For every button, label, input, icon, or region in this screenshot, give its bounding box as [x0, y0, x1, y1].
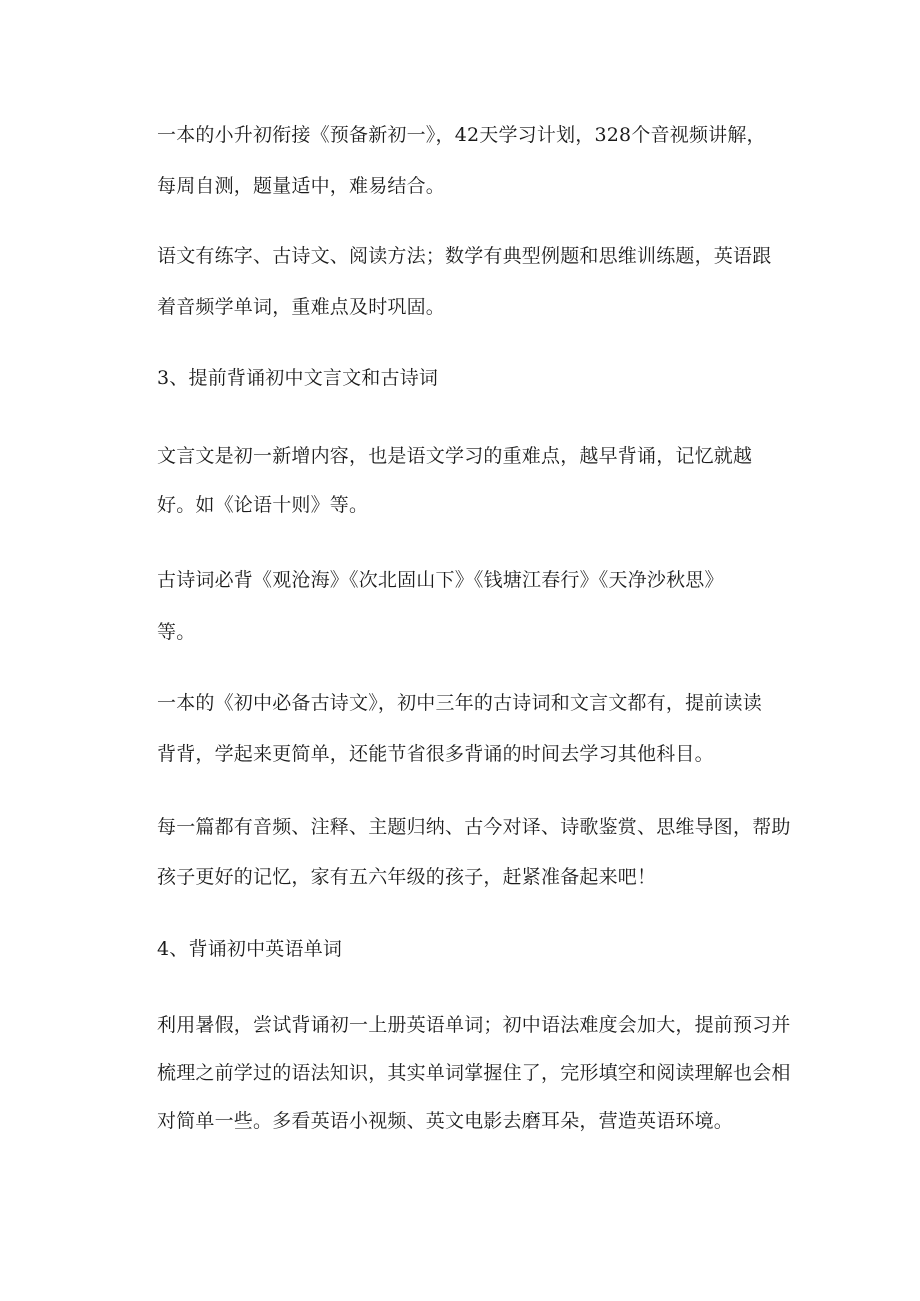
paragraph-1-line-2: 每周自测，题量适中，难易结合。: [157, 175, 446, 197]
paragraph-6-line-1: 每一篇都有音频、注释、主题归纳、古今对译、诗歌鉴赏、思维导图，帮助: [157, 816, 791, 838]
paragraph-4-line-1: 古诗词必背《观沧海》《次北固山下》《钱塘江春行》《天净沙秋思》: [157, 569, 724, 591]
paragraph-3-line-2: 好。如《论语十则》等。: [157, 494, 369, 516]
paragraph-1-line-1: 一本的小升初衔接《预备新初一》，42天学习计划，328个音视频讲解，: [157, 124, 766, 146]
paragraph-7-line-1: 利用暑假，尝试背诵初一上册英语单词；初中语法难度会加大，提前预习并: [157, 1014, 791, 1036]
paragraph-6-line-2: 孩子更好的记忆，家有五六年级的孩子，赶紧准备起来吧！: [157, 866, 657, 888]
paragraph-7-line-3: 对简单一些。多看英语小视频、英文电影去磨耳朵，营造英语环境。: [157, 1110, 734, 1132]
section-heading-3: 3、提前背诵初中文言文和古诗词: [157, 367, 439, 389]
paragraph-2-line-2: 着音频学单词，重难点及时巩固。: [157, 296, 446, 318]
section-heading-4: 4、背诵初中英语单词: [157, 938, 343, 960]
paragraph-7-line-2: 梳理之前学过的语法知识，其实单词掌握住了，完形填空和阅读理解也会相: [157, 1062, 791, 1084]
paragraph-4-line-2: 等。: [157, 621, 196, 643]
paragraph-2-line-1: 语文有练字、古诗文、阅读方法；数学有典型例题和思维训练题，英语跟: [157, 245, 772, 267]
paragraph-3-line-1: 文言文是初一新增内容，也是语文学习的重难点，越早背诵，记忆就越: [157, 445, 753, 467]
paragraph-5-line-1: 一本的《初中必备古诗文》，初中三年的古诗词和文言文都有，提前读读: [157, 692, 762, 714]
paragraph-5-line-2: 背背，学起来更简单，还能节省很多背诵的时间去学习其他科目。: [157, 743, 714, 765]
